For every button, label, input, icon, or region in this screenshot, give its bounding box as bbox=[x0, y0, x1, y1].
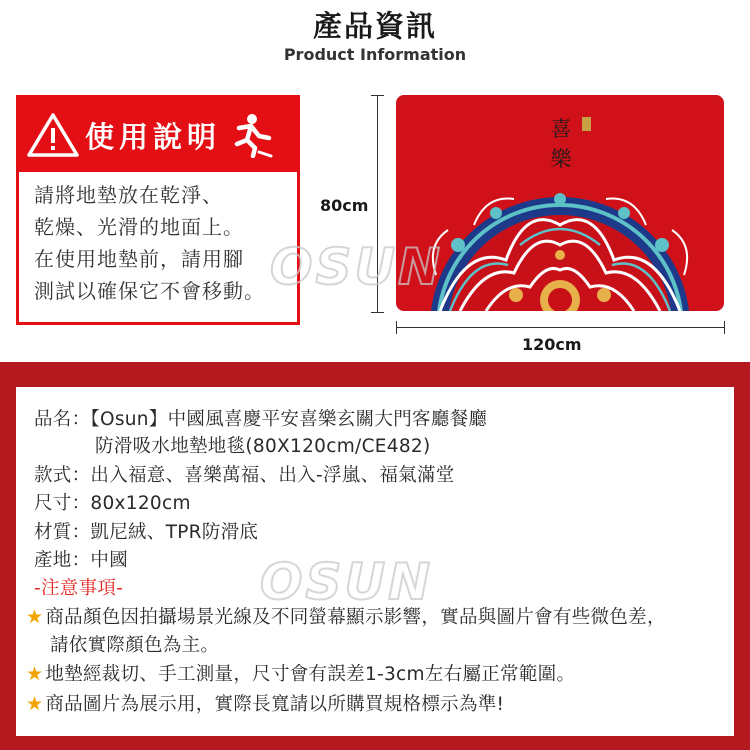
spec-size-row bbox=[34, 489, 191, 515]
spec-label: 材質： bbox=[34, 522, 91, 543]
star-icon: ★ bbox=[26, 693, 44, 715]
usage-line: 乾燥、光滑的地面上。 bbox=[34, 215, 244, 239]
mat-seal-stamp bbox=[582, 117, 591, 131]
spec-value: 80x120cm bbox=[90, 493, 191, 514]
note-item bbox=[26, 690, 504, 716]
spec-label: 品名： bbox=[34, 409, 91, 430]
page-subtitle: Product Information bbox=[283, 45, 467, 64]
height-dimension-cap bbox=[371, 95, 384, 96]
spec-value: 【Osun】中國風喜慶平安喜樂玄關大門客廳餐廳 bbox=[90, 409, 488, 430]
note-text: 商品顏色因拍攝場景光線及不同螢幕顯示影響，實品與圖片會有些微色差， bbox=[45, 607, 666, 628]
usage-line: 測試以確保它不會移動。 bbox=[34, 279, 265, 303]
usage-line: 在使用地墊前，請用腳 bbox=[34, 247, 244, 271]
mat-character-bottom: 樂 bbox=[550, 147, 572, 171]
usage-line: 請將地墊放在乾淨、 bbox=[34, 183, 223, 207]
width-dimension-cap bbox=[396, 321, 397, 334]
spec-label: 款式： bbox=[34, 465, 91, 486]
note-text: 商品圖片為展示用，實際長寬請以所購買規格標示為準! bbox=[45, 694, 505, 715]
spec-name-row bbox=[34, 405, 487, 431]
note-item bbox=[26, 603, 666, 629]
spec-material-row bbox=[34, 518, 258, 544]
usage-header bbox=[19, 98, 297, 172]
star-icon: ★ bbox=[26, 606, 44, 628]
spec-label: 產地： bbox=[34, 550, 91, 571]
product-mat-image bbox=[396, 95, 724, 311]
spec-label: 尺寸： bbox=[34, 493, 91, 514]
width-dimension-line bbox=[396, 327, 724, 328]
spec-value: 凱尼絨、TPR防滑底 bbox=[90, 522, 259, 543]
notes-title: -注意事項- bbox=[34, 578, 124, 599]
width-label: 120cm bbox=[522, 335, 582, 354]
watermark-logo: OSUN bbox=[270, 238, 443, 296]
mat-character-top: 喜 bbox=[550, 117, 572, 141]
usage-title: 使用說明 bbox=[85, 119, 222, 154]
slip-warning-icon bbox=[229, 112, 273, 158]
usage-instructions-box bbox=[16, 95, 300, 325]
spec-origin-row bbox=[34, 546, 128, 572]
star-icon: ★ bbox=[26, 663, 44, 685]
spec-name-row-continued: 防滑吸水地墊地毯(80X120cm/CE482) bbox=[95, 436, 431, 457]
height-label: 80cm bbox=[320, 196, 369, 215]
spec-style-row bbox=[34, 461, 455, 487]
width-dimension-cap bbox=[724, 321, 725, 334]
note-item-continued: 請依實際顏色為主。 bbox=[50, 635, 220, 656]
watermark-logo: OSUN bbox=[260, 553, 433, 611]
usage-body bbox=[19, 172, 297, 307]
note-item bbox=[26, 660, 575, 686]
spec-value: 出入福意、喜樂萬福、出入-浮嵐、福氣滿堂 bbox=[90, 465, 455, 486]
warning-icon bbox=[27, 112, 79, 158]
note-text: 地墊經裁切、手工測量，尺寸會有誤差1-3cm左右屬正常範圍。 bbox=[45, 664, 576, 685]
page-title: 產品資訊 bbox=[312, 9, 437, 43]
height-dimension-cap bbox=[371, 312, 384, 313]
spec-value: 中國 bbox=[90, 550, 129, 571]
